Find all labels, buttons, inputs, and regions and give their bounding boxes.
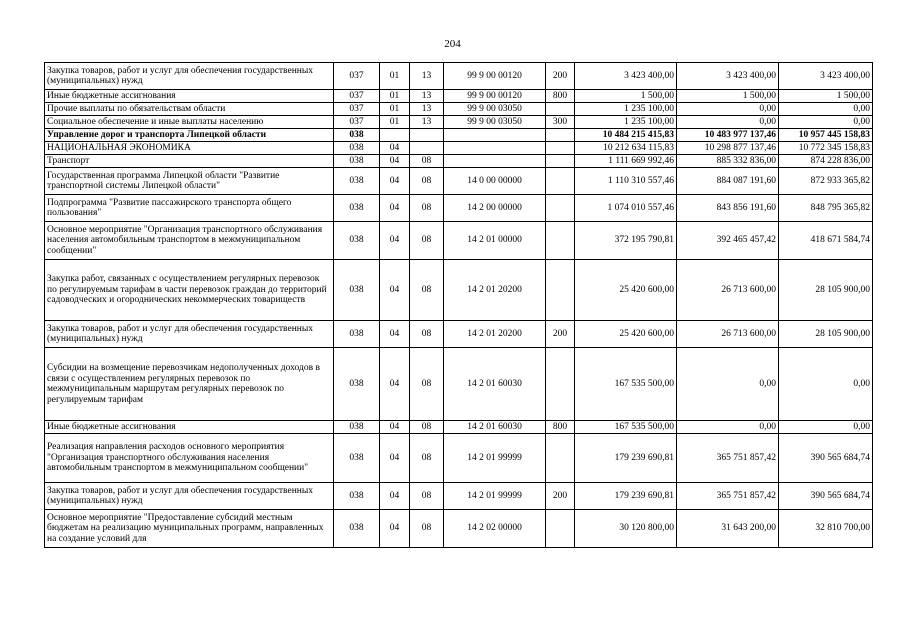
row-sum-year-2: 0,00: [677, 116, 779, 129]
table-row: [45, 63, 873, 90]
row-sum-year-1: 372 195 790,81: [575, 222, 677, 260]
row-sum-year-2: 10 298 877 137,46: [677, 142, 779, 155]
row-sum-year-1: 1 500,00: [575, 90, 677, 103]
row-ministry-code: 038: [334, 142, 380, 155]
row-subsection-code: 08: [410, 155, 444, 168]
row-sum-year-1: 25 420 600,00: [575, 321, 677, 348]
row-sum-year-1: 10 212 634 115,83: [575, 142, 677, 155]
row-target-article: 99 9 00 03050: [444, 103, 546, 116]
row-expense-type: 200: [546, 321, 575, 348]
row-sum-year-3: 0,00: [779, 116, 873, 129]
row-subsection-code: 08: [410, 168, 444, 195]
row-sum-year-1: 167 535 500,00: [575, 348, 677, 421]
table-row: [45, 260, 873, 321]
row-subsection-code: 08: [410, 434, 444, 483]
row-name: Реализация направления расходов основного мероприятия "Организация транспортного обслуживания населения автомобильным транспортом в межмуниципальном сообщении": [45, 434, 334, 483]
row-name: Иные бюджетные ассигнования: [45, 90, 334, 103]
table-row: [45, 103, 873, 116]
row-section-code: 04: [380, 155, 410, 168]
row-target-article: 14 2 01 20200: [444, 321, 546, 348]
row-name: НАЦИОНАЛЬНАЯ ЭКОНОМИКА: [45, 142, 334, 155]
row-sum-year-2: 3 423 400,00: [677, 63, 779, 90]
row-subsection-code: 08: [410, 260, 444, 321]
row-ministry-code: 038: [334, 222, 380, 260]
row-expense-type: [546, 260, 575, 321]
row-subsection-code: 13: [410, 63, 444, 90]
row-sum-year-2: 365 751 857,42: [677, 483, 779, 510]
budget-table: [44, 62, 873, 548]
table-row: [45, 421, 873, 434]
row-sum-year-1: 30 120 800,00: [575, 510, 677, 548]
table-row: [45, 510, 873, 548]
row-name: Основное мероприятие "Предоставление субсидий местным бюджетам на реализацию муниципальных программ, направленных на создание условий для: [45, 510, 334, 548]
row-name: Иные бюджетные ассигнования: [45, 421, 334, 434]
row-sum-year-3: 418 671 584,74: [779, 222, 873, 260]
row-target-article: 14 2 01 00000: [444, 222, 546, 260]
row-sum-year-2: 0,00: [677, 348, 779, 421]
row-sum-year-1: 179 239 690,81: [575, 434, 677, 483]
row-target-article: 14 0 00 00000: [444, 168, 546, 195]
row-section-code: 04: [380, 434, 410, 483]
row-sum-year-1: 179 239 690,81: [575, 483, 677, 510]
row-target-article: 99 9 00 03050: [444, 116, 546, 129]
row-target-article: 14 2 01 20200: [444, 260, 546, 321]
row-sum-year-1: 25 420 600,00: [575, 260, 677, 321]
row-expense-type: 200: [546, 63, 575, 90]
row-expense-type: [546, 155, 575, 168]
row-sum-year-3: 872 933 365,82: [779, 168, 873, 195]
row-expense-type: [546, 222, 575, 260]
row-sum-year-1: 1 074 010 557,46: [575, 195, 677, 222]
row-expense-type: 800: [546, 421, 575, 434]
row-ministry-code: 038: [334, 434, 380, 483]
row-sum-year-2: 885 332 836,00: [677, 155, 779, 168]
row-sum-year-3: 0,00: [779, 348, 873, 421]
row-subsection-code: 08: [410, 510, 444, 548]
row-ministry-code: 038: [334, 155, 380, 168]
row-expense-type: [546, 434, 575, 483]
row-ministry-code: 038: [334, 129, 380, 142]
row-sum-year-1: 1 235 100,00: [575, 116, 677, 129]
row-section-code: 01: [380, 63, 410, 90]
row-expense-type: 300: [546, 116, 575, 129]
row-sum-year-1: 1 235 100,00: [575, 103, 677, 116]
row-target-article: 14 2 01 60030: [444, 348, 546, 421]
row-sum-year-2: 884 087 191,60: [677, 168, 779, 195]
row-sum-year-2: 365 751 857,42: [677, 434, 779, 483]
row-name: Субсидии на возмещение перевозчикам недополученных доходов в связи с осуществлением регулярных перевозок по межмуниципальным маршрутам регулярных перевозок по регулируемым тарифам: [45, 348, 334, 421]
row-target-article: 14 2 01 60030: [444, 421, 546, 434]
row-target-article: [444, 129, 546, 142]
row-name: Закупка работ, связанных с осуществлением регулярных перевозок по регулируемым тарифам в части перевозок граждан до территорий садоводческих и огороднических некоммерческих товариществ: [45, 260, 334, 321]
row-section-code: 01: [380, 116, 410, 129]
row-target-article: 99 9 00 00120: [444, 63, 546, 90]
row-sum-year-2: 10 483 977 137,46: [677, 129, 779, 142]
table-row: [45, 168, 873, 195]
table-row: [45, 155, 873, 168]
row-ministry-code: 038: [334, 195, 380, 222]
row-expense-type: 800: [546, 90, 575, 103]
row-ministry-code: 037: [334, 116, 380, 129]
row-section-code: [380, 129, 410, 142]
page-number: 204: [444, 38, 461, 50]
row-target-article: 14 2 00 00000: [444, 195, 546, 222]
row-target-article: 99 9 00 00120: [444, 90, 546, 103]
row-ministry-code: 038: [334, 321, 380, 348]
row-section-code: 04: [380, 510, 410, 548]
table-row: [45, 195, 873, 222]
row-subsection-code: 08: [410, 321, 444, 348]
row-sum-year-3: 0,00: [779, 421, 873, 434]
row-sum-year-2: 26 713 600,00: [677, 260, 779, 321]
row-sum-year-1: 167 535 500,00: [575, 421, 677, 434]
row-name: Закупка товаров, работ и услуг для обеспечения государственных (муниципальных) нужд: [45, 63, 334, 90]
row-name: Закупка товаров, работ и услуг для обеспечения государственных (муниципальных) нужд: [45, 483, 334, 510]
row-section-code: 04: [380, 321, 410, 348]
table-row: [45, 142, 873, 155]
row-ministry-code: 038: [334, 510, 380, 548]
row-expense-type: [546, 348, 575, 421]
row-subsection-code: 13: [410, 90, 444, 103]
row-sum-year-3: 874 228 836,00: [779, 155, 873, 168]
row-sum-year-2: 0,00: [677, 103, 779, 116]
row-subsection-code: 08: [410, 348, 444, 421]
row-sum-year-3: 390 565 684,74: [779, 434, 873, 483]
row-section-code: 04: [380, 195, 410, 222]
row-sum-year-2: 843 856 191,60: [677, 195, 779, 222]
row-section-code: 01: [380, 90, 410, 103]
row-subsection-code: [410, 129, 444, 142]
row-ministry-code: 038: [334, 260, 380, 321]
table-row: [45, 434, 873, 483]
row-sum-year-2: 0,00: [677, 421, 779, 434]
row-section-code: 04: [380, 142, 410, 155]
row-expense-type: [546, 195, 575, 222]
row-target-article: 14 2 01 99999: [444, 434, 546, 483]
row-sum-year-3: 3 423 400,00: [779, 63, 873, 90]
table-row: [45, 483, 873, 510]
row-sum-year-1: 1 111 669 992,46: [575, 155, 677, 168]
row-subsection-code: 08: [410, 222, 444, 260]
row-ministry-code: 038: [334, 483, 380, 510]
row-expense-type: [546, 129, 575, 142]
row-name: Прочие выплаты по обязательствам области: [45, 103, 334, 116]
row-section-code: 04: [380, 222, 410, 260]
row-ministry-code: 037: [334, 63, 380, 90]
row-ministry-code: 037: [334, 103, 380, 116]
row-section-code: 01: [380, 103, 410, 116]
row-sum-year-2: 392 465 457,42: [677, 222, 779, 260]
row-target-article: [444, 155, 546, 168]
row-sum-year-3: 390 565 684,74: [779, 483, 873, 510]
row-ministry-code: 038: [334, 348, 380, 421]
row-sum-year-2: 26 713 600,00: [677, 321, 779, 348]
row-subsection-code: [410, 142, 444, 155]
row-expense-type: 200: [546, 483, 575, 510]
row-section-code: 04: [380, 421, 410, 434]
row-section-code: 04: [380, 168, 410, 195]
table-row: [45, 348, 873, 421]
row-sum-year-3: 0,00: [779, 103, 873, 116]
table-row: [45, 222, 873, 260]
row-name: Управление дорог и транспорта Липецкой области: [45, 129, 334, 142]
row-expense-type: [546, 103, 575, 116]
table-row: [45, 129, 873, 142]
row-sum-year-3: 28 105 900,00: [779, 260, 873, 321]
row-sum-year-3: 10 772 345 158,83: [779, 142, 873, 155]
row-ministry-code: 037: [334, 90, 380, 103]
row-expense-type: [546, 142, 575, 155]
row-name: Закупка товаров, работ и услуг для обеспечения государственных (муниципальных) нужд: [45, 321, 334, 348]
row-sum-year-2: 1 500,00: [677, 90, 779, 103]
row-sum-year-1: 1 110 310 557,46: [575, 168, 677, 195]
row-sum-year-1: 10 484 215 415,83: [575, 129, 677, 142]
row-target-article: 14 2 01 99999: [444, 483, 546, 510]
row-ministry-code: 038: [334, 421, 380, 434]
row-subsection-code: 13: [410, 116, 444, 129]
row-name: Основное мероприятие "Организация транспортного обслуживания населения автомобильным транспортом в межмуниципальном сообщении": [45, 222, 334, 260]
row-sum-year-2: 31 643 200,00: [677, 510, 779, 548]
row-section-code: 04: [380, 483, 410, 510]
row-name: Транспорт: [45, 155, 334, 168]
row-sum-year-3: 10 957 445 158,83: [779, 129, 873, 142]
table-row: [45, 90, 873, 103]
row-sum-year-3: 32 810 700,00: [779, 510, 873, 548]
row-subsection-code: 08: [410, 421, 444, 434]
row-sum-year-3: 28 105 900,00: [779, 321, 873, 348]
row-expense-type: [546, 510, 575, 548]
row-name: Социальное обеспечение и иные выплаты населению: [45, 116, 334, 129]
row-sum-year-1: 3 423 400,00: [575, 63, 677, 90]
row-ministry-code: 038: [334, 168, 380, 195]
row-section-code: 04: [380, 348, 410, 421]
row-name: Государственная программа Липецкой области "Развитие транспортной системы Липецкой области": [45, 168, 334, 195]
row-subsection-code: 13: [410, 103, 444, 116]
row-sum-year-3: 1 500,00: [779, 90, 873, 103]
row-section-code: 04: [380, 260, 410, 321]
row-subsection-code: 08: [410, 483, 444, 510]
table-row: [45, 116, 873, 129]
row-expense-type: [546, 168, 575, 195]
row-name: Подпрограмма "Развитие пассажирского транспорта общего пользования": [45, 195, 334, 222]
row-target-article: [444, 142, 546, 155]
row-sum-year-3: 848 795 365,82: [779, 195, 873, 222]
row-target-article: 14 2 02 00000: [444, 510, 546, 548]
row-subsection-code: 08: [410, 195, 444, 222]
table-row: [45, 321, 873, 348]
